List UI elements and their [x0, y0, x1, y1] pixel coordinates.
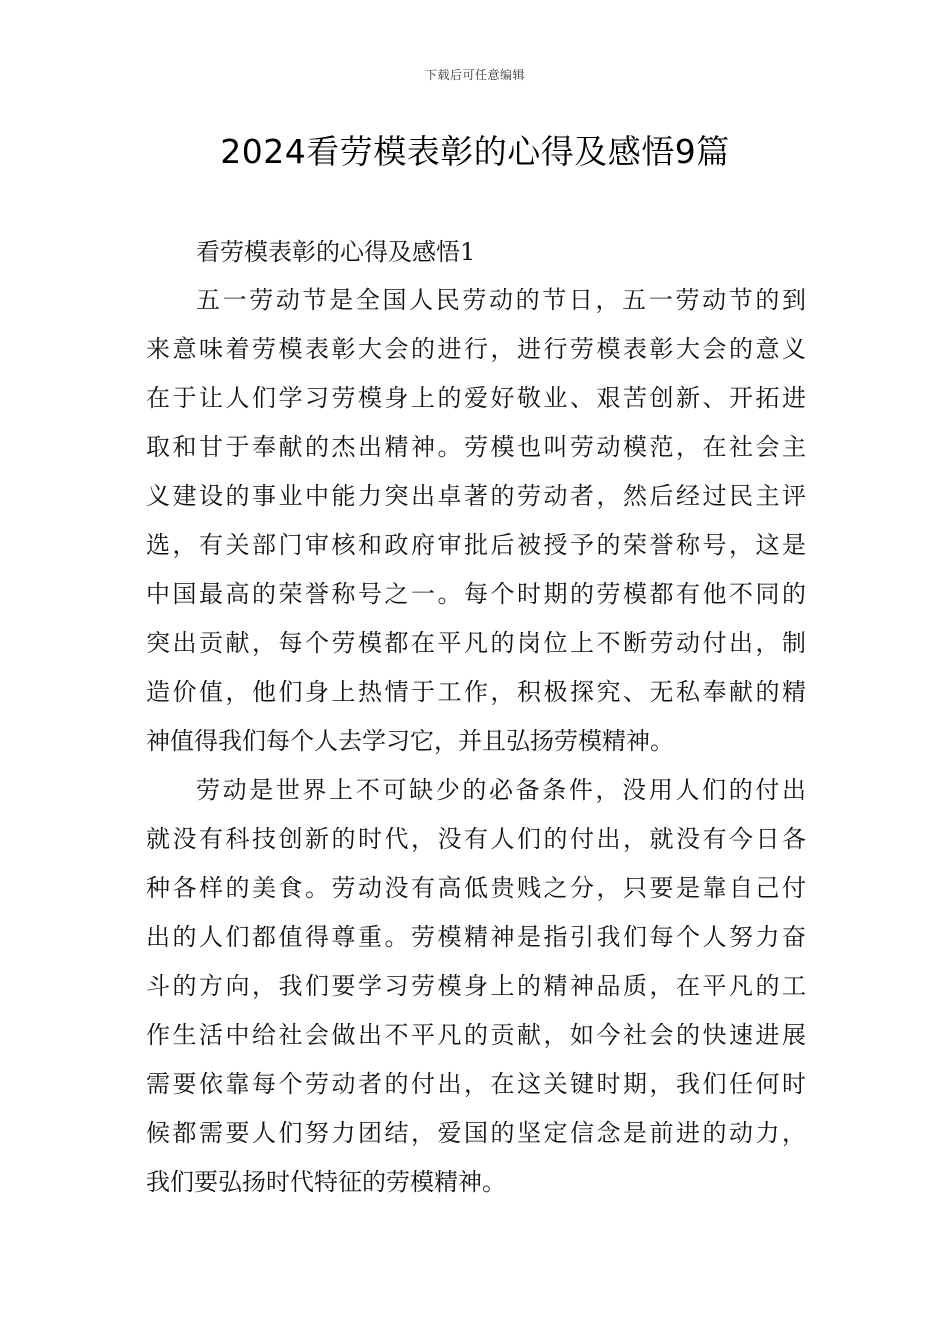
text-line: 选，有关部门审核和政府审批后被授予的荣誉称号，这是 [146, 531, 806, 559]
text-line: 出的人们都值得尊重。劳模精神是指引我们每个人努力奋 [146, 923, 806, 951]
text-line: 就没有科技创新的时代，没有人们的付出，就没有今日各 [146, 825, 806, 853]
text-line: 斗的方向，我们要学习劳模身上的精神品质，在平凡的工 [146, 972, 806, 1000]
document-body [146, 228, 806, 1207]
text-line: 需要依靠每个劳动者的付出，在这关键时期，我们任何时 [146, 1070, 806, 1098]
text-line: 候都需要人们努力团结，爱国的坚定信念是前进的动力， [146, 1119, 806, 1147]
text-line: 神值得我们每个人去学习它，并且弘扬劳模精神。 [146, 727, 674, 755]
text-line: 突出贡献，每个劳模都在平凡的岗位上不断劳动付出，制 [146, 629, 806, 657]
text-line: 造价值，他们身上热情于工作，积极探究、无私奉献的精 [146, 678, 806, 706]
text-line: 义建设的事业中能力突出卓著的劳动者，然后经过民主评 [146, 482, 806, 510]
header-note: 下载后可任意编辑 [424, 68, 525, 82]
text-line: 种各样的美食。劳动没有高低贵贱之分，只要是靠自己付 [146, 874, 806, 902]
document-title: 2024看劳模表彰的心得及感悟9篇 [220, 132, 730, 171]
text-line: 五一劳动节是全国人民劳动的节日，五一劳动节的到 [196, 286, 806, 314]
text-line: 中国最高的荣誉称号之一。每个时期的劳模都有他不同的 [146, 580, 806, 608]
section-heading: 看劳模表彰的心得及感悟1 [196, 238, 476, 266]
paragraph-2 [146, 766, 806, 1207]
text-line: 来意味着劳模表彰大会的进行，进行劳模表彰大会的意义 [146, 335, 806, 363]
text-line: 取和甘于奉献的杰出精神。劳模也叫劳动模范，在社会主 [146, 433, 806, 461]
text-line: 我们要弘扬时代特征的劳模精神。 [146, 1168, 506, 1196]
text-line: 在于让人们学习劳模身上的爱好敬业、艰苦创新、开拓进 [146, 384, 806, 412]
text-line: 劳动是世界上不可缺少的必备条件，没用人们的付出 [196, 776, 806, 804]
text-line: 作生活中给社会做出不平凡的贡献，如今社会的快速进展 [146, 1021, 806, 1049]
paragraph-1 [146, 276, 806, 766]
